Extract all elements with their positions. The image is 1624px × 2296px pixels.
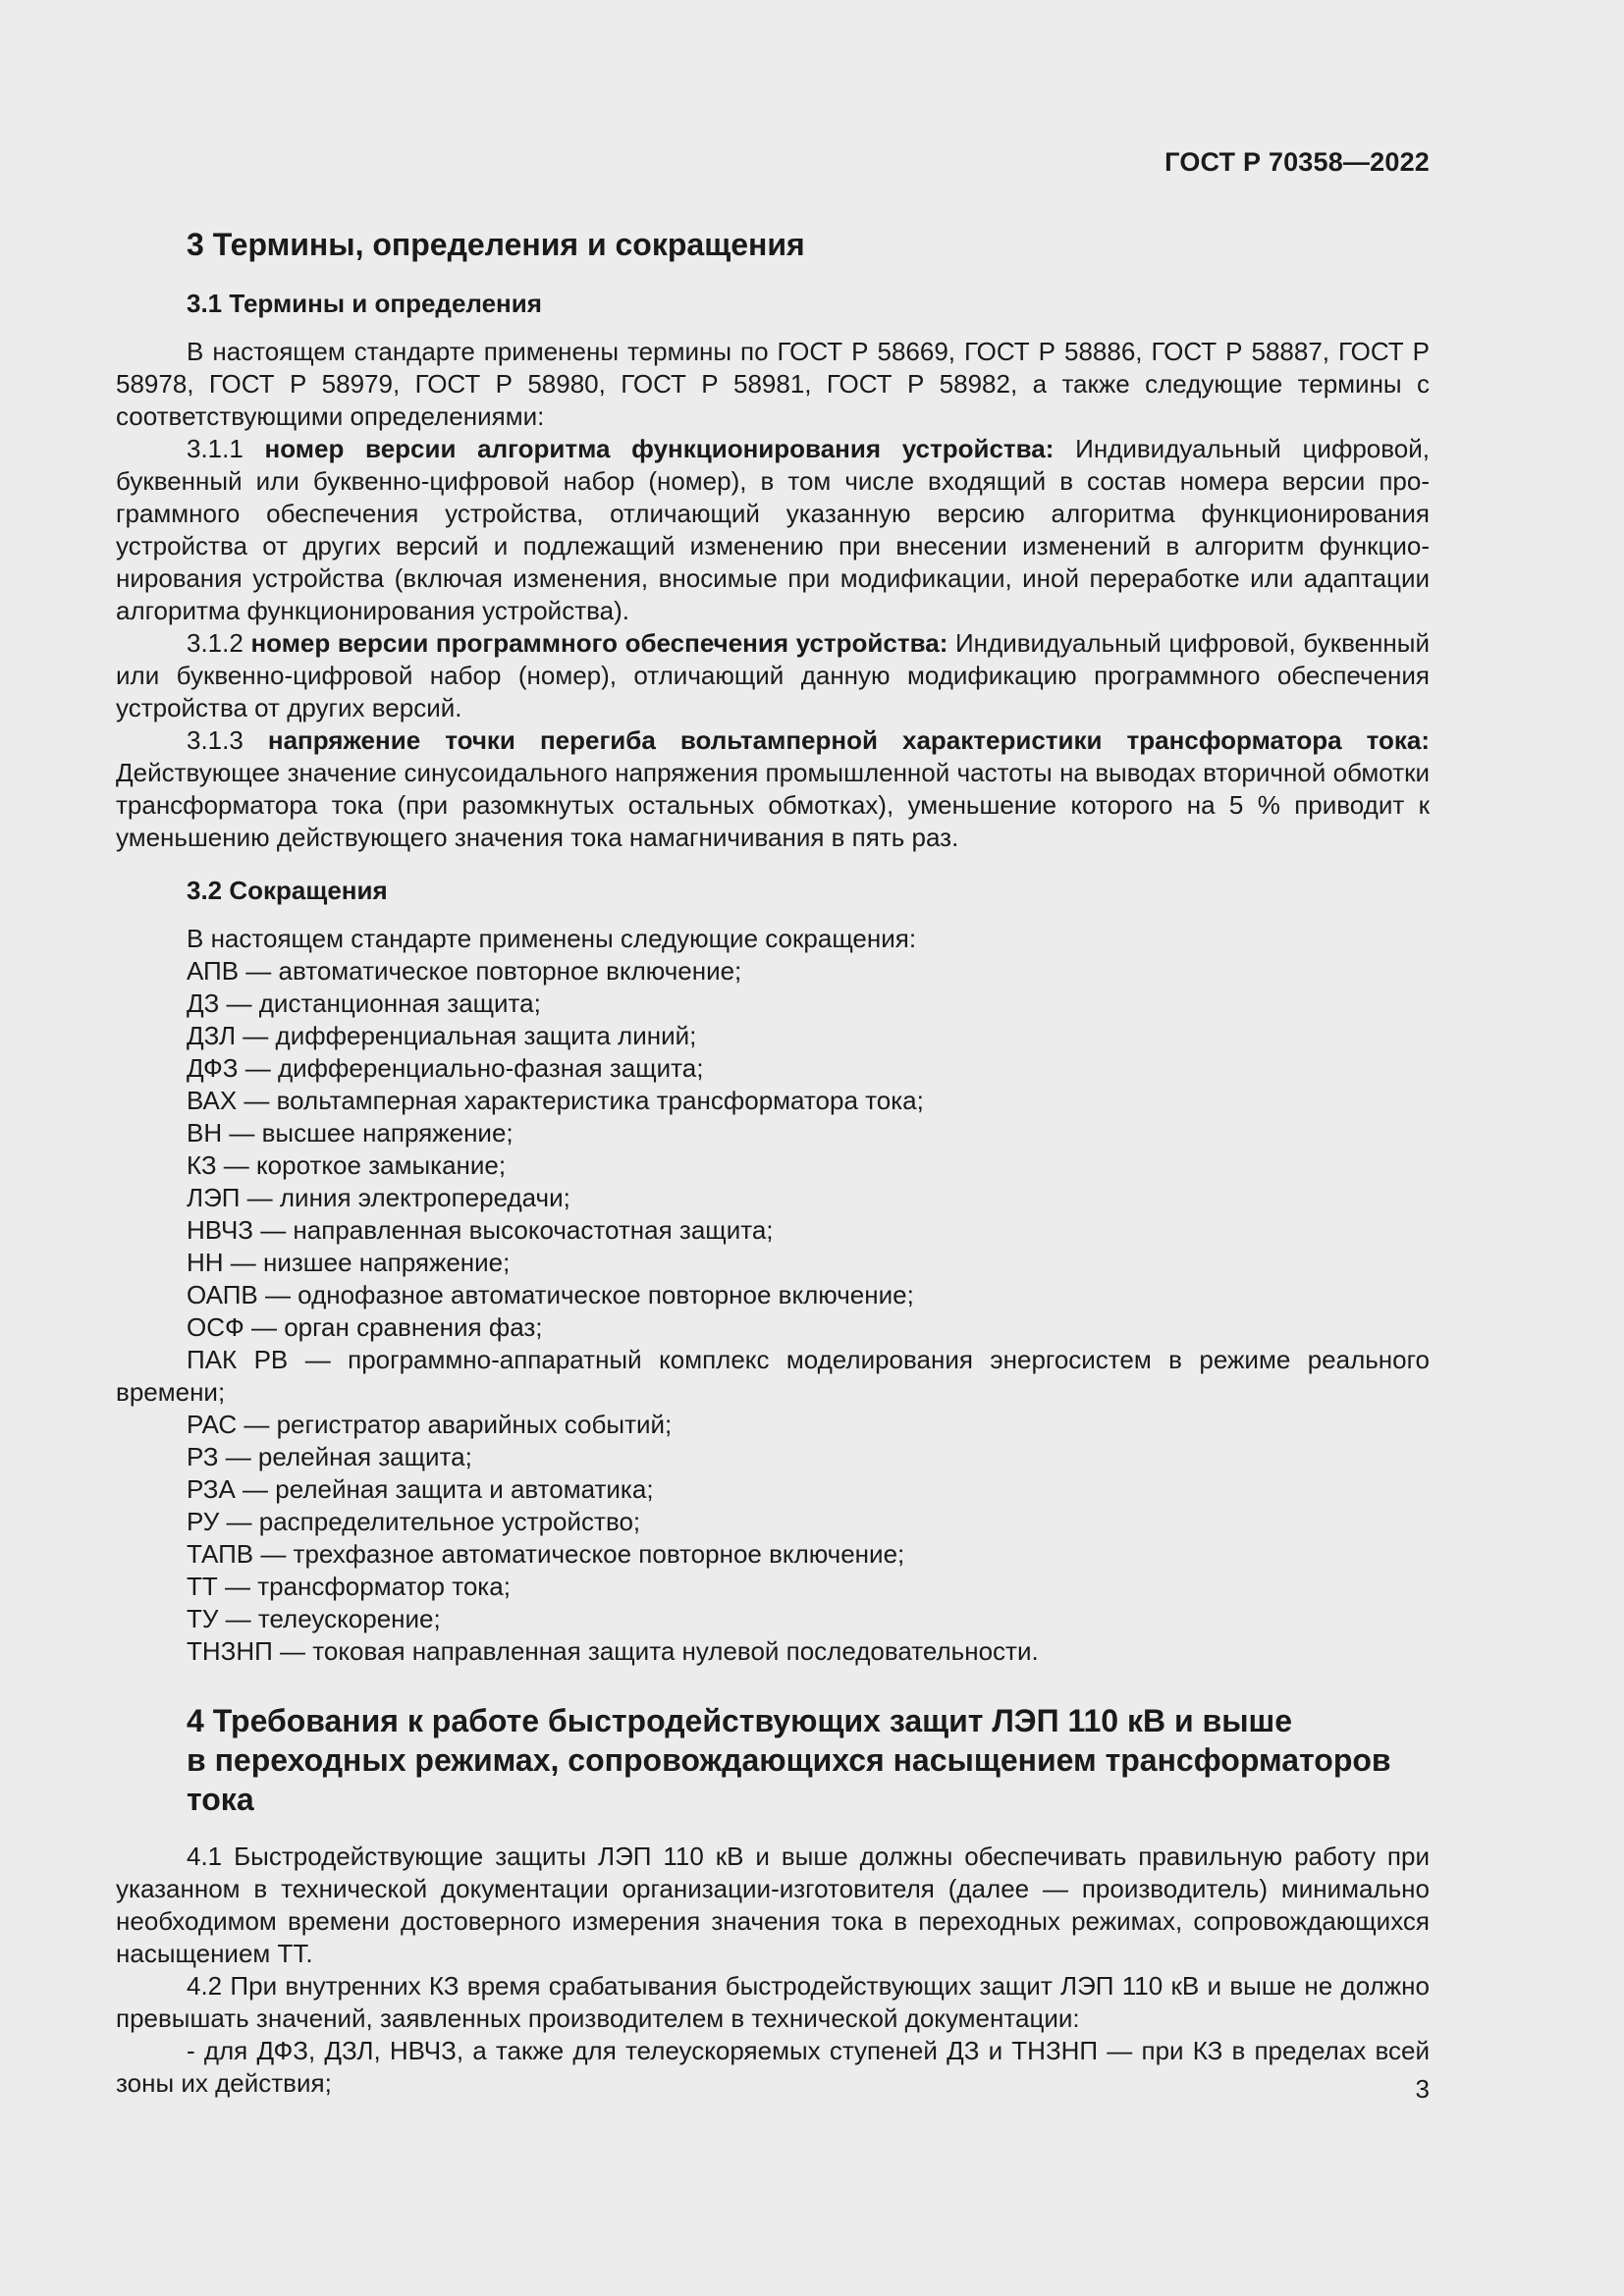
standard-designation: ГОСТ Р 70358—2022 <box>1164 147 1430 177</box>
term-number: 3.1.2 <box>187 628 251 658</box>
abbreviation-item: ЛЭП — линия электропередачи; <box>187 1183 570 1212</box>
term-3-1-3 <box>116 724 1430 854</box>
term-name: напряжение точки перегиба вольтамперной характеристики трансформатора тока: <box>267 725 1430 755</box>
abbreviation-item: ДЗЛ — дифференциальная защита линий; <box>187 1021 697 1050</box>
abbreviations-intro: В настоящем стандарте применены следующие сокращения: <box>187 924 917 953</box>
term-3-1-1 <box>116 433 1430 627</box>
abbreviation-item: КЗ — короткое замыкание; <box>187 1150 507 1180</box>
abbreviation-item: ДЗ — дистанционная защита; <box>187 988 541 1018</box>
abbreviations-list <box>116 923 1430 1668</box>
abbreviation-item: ВАХ — вольтамперная характеристика трансформатора тока; <box>187 1086 924 1115</box>
abbreviation-item: ОСФ — орган сравнения фаз; <box>187 1312 543 1342</box>
section-3-title: 3 Термины, определения и сокращения <box>187 227 805 262</box>
section-4-title-line-2: в переходных режимах, сопровождающихся насыщением трансформаторов тока <box>187 1742 1391 1817</box>
abbreviation-item: РУ — распределительное устройство; <box>187 1507 641 1536</box>
abbreviation-item: ОАПВ — однофазное автоматическое повторное включение; <box>187 1280 914 1309</box>
section-4-title <box>116 1701 1430 1819</box>
abbreviation-item: АПВ — автоматическое повторное включение; <box>187 956 742 986</box>
abbreviation-item: РЗ — релейная защита; <box>187 1442 472 1471</box>
abbreviation-item: ТНЗНП — токовая направленная защита нулевой последовательности. <box>187 1636 1039 1666</box>
term-definition: Индивидуальный цифровой, буквенный или буквенно-цифровой набор (номер), отличающий данную модификацию программного обеспечения устройства от других версий. <box>116 628 1430 722</box>
document-page <box>116 0 1430 2296</box>
paragraph-4-2-item: - для ДФЗ, ДЗЛ, НВЧЗ, а также для телеускоряемых ступеней ДЗ и ТНЗНП — при КЗ в пределах всей зоны их действия; <box>116 2036 1430 2098</box>
term-name: номер версии программного обеспечения устройства: <box>250 628 948 658</box>
abbreviation-item: ТАПВ — трехфазное автоматическое повторное включение; <box>187 1539 905 1569</box>
abbreviation-item: НВЧЗ — направленная высокочастотная защита; <box>187 1215 774 1245</box>
term-number: 3.1.1 <box>187 434 265 463</box>
page-number: 3 <box>1415 2074 1430 2104</box>
section-4-title-line-1: 4 Требования к работе быстродействующих защит ЛЭП 110 кВ и выше <box>187 1703 1293 1738</box>
abbreviation-item: НН — низшее напряжение; <box>187 1248 511 1277</box>
term-name: номер версии алгоритма функционирования устройства: <box>264 434 1055 463</box>
term-number: 3.1.3 <box>187 725 268 755</box>
term-definition: Индивидуальный цифровой, буквенный или буквенно-цифровой набор (номер), в том числе входящий в состав номера версии программного обеспечения устройства, отличающий указанную версию алгоритма функционирования устройства от других версий и подлежащий изменению при внесении изменений в алгоритм функционирования устройства (включая изменения, вносимые при модификации, иной переработке или адаптации алгоритма функционирования устройства). <box>116 434 1430 625</box>
subsection-3-1-title: 3.1 Термины и определения <box>187 289 542 318</box>
subsection-3-2-title: 3.2 Сокращения <box>187 876 388 905</box>
abbreviation-item: РЗА — релейная защита и автоматика; <box>187 1474 654 1504</box>
abbreviation-item: ВН — высшее напряжение; <box>187 1118 514 1148</box>
term-definition: Действующее значение синусоидального напряжения промышленной частоты на выводах вторичной обмотки трансформатора тока (при разомкнутых остальных обмотках), уменьшение которого на 5 % приводит к уменьшению действующего значения тока намагничивания в пять раз. <box>116 758 1430 852</box>
paragraph-4-2: 4.2 При внутренних КЗ время срабатывания быстродействующих защит ЛЭП 110 кВ и выше не должно превышать значений, заявленных производителем в технической документации: <box>116 1971 1430 2033</box>
abbreviation-item: РАС — регистратор аварийных событий; <box>187 1410 673 1439</box>
page-content <box>116 224 1430 2100</box>
abbreviation-item: ПАК РВ — программно-аппаратный комплекс моделирования энергосистем в режиме реального времени; <box>116 1345 1430 1407</box>
term-3-1-2 <box>116 627 1430 724</box>
terms-intro-paragraph: В настоящем стандарте применены термины по ГОСТ Р 58669, ГОСТ Р 58886, ГОСТ Р 58887, ГОСТ Р 58978, ГОСТ Р 58979, ГОСТ Р 58980, ГОСТ Р 58981, ГОСТ Р 58982, а также следующие термины с соответствующими определениями: <box>116 337 1430 431</box>
abbreviation-item: ДФЗ — дифференциально-фазная защита; <box>187 1053 704 1083</box>
abbreviation-item: ТТ — трансформатор тока; <box>187 1572 511 1601</box>
abbreviation-item: ТУ — телеускорение; <box>187 1604 441 1633</box>
paragraph-4-1: 4.1 Быстродействующие защиты ЛЭП 110 кВ и выше должны обеспечивать правильную работу при указанном в технической документации организации-изготовителя (далее — производитель) минимально необходимом времени достоверного измерения значения тока в переходных режимах, сопровождающихся насыщением ТТ. <box>116 1842 1430 1968</box>
